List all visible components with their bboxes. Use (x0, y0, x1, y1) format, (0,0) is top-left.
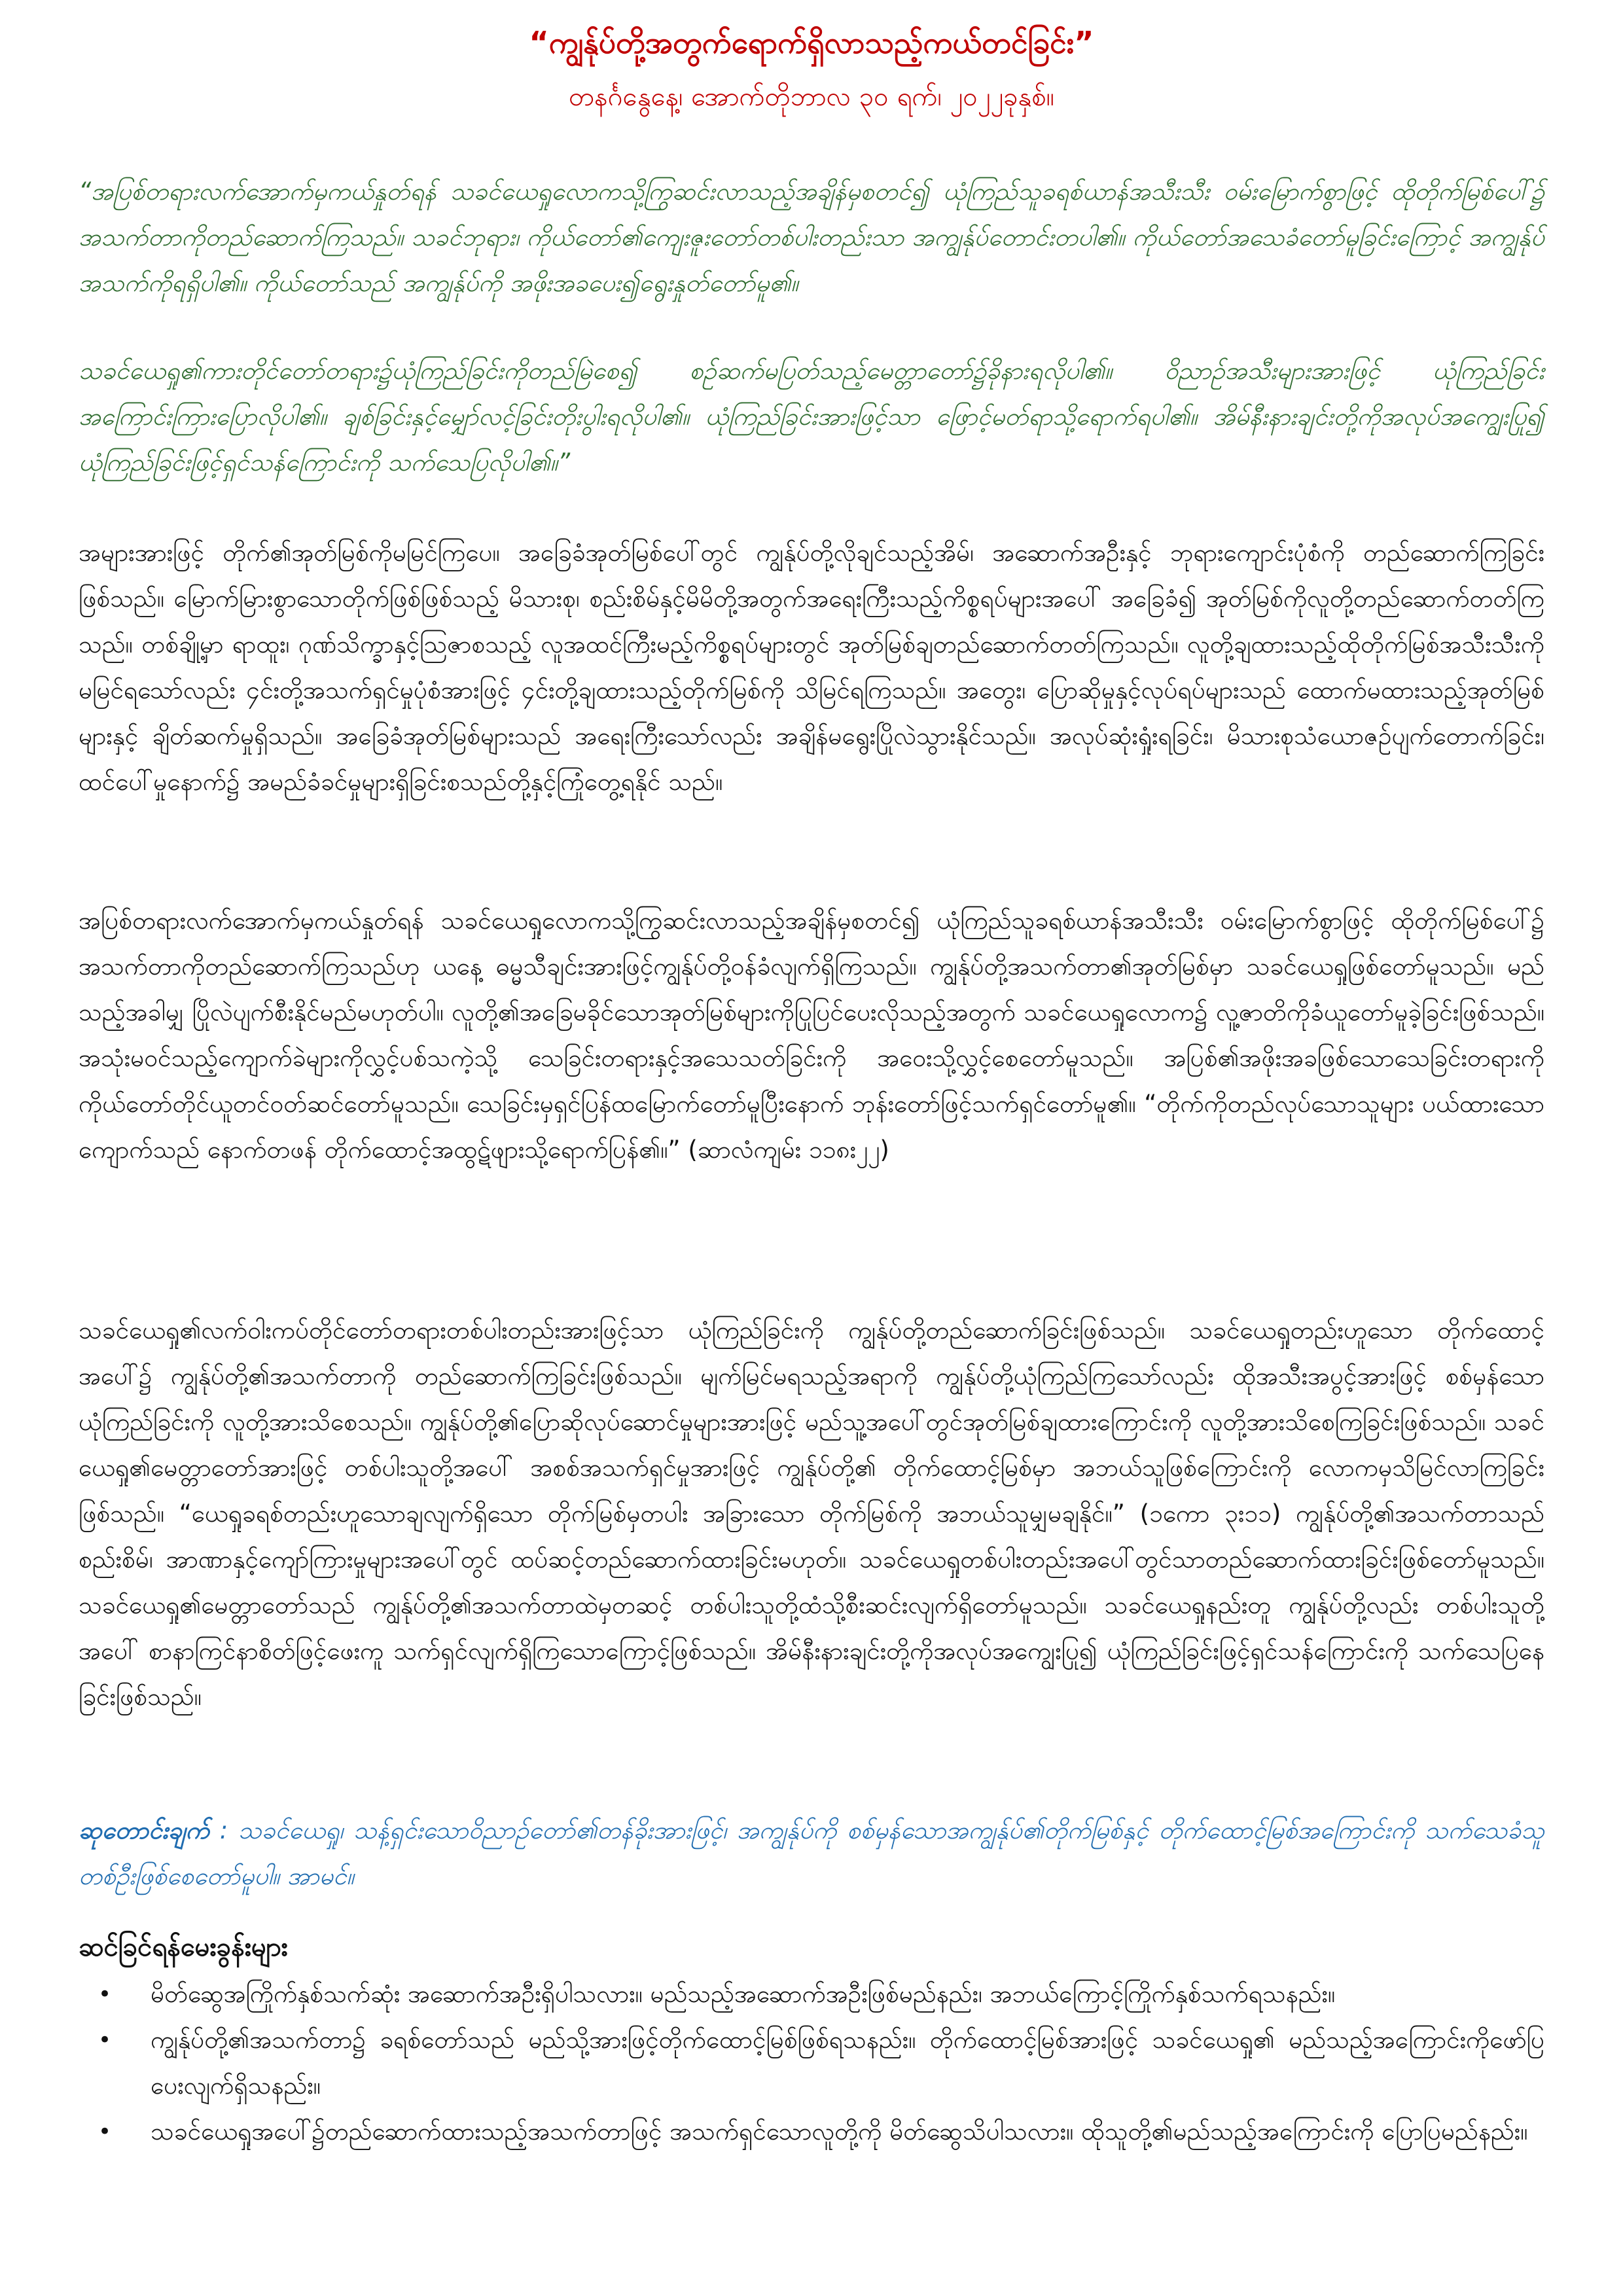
body-paragraph-2: အပြစ်တရားလက်အောက်မှကယ်နှုတ်ရန် သခင်ယေရှုလောကသို့ကြွဆင်းလာသည့်အချိန်မှစတင်၍ ယုံကြည်သူခရစ်ယာန်အသီးသီး ဝမ်းမြောက်စွာဖြင့် ထိုတိုက်မြစ်ပေါ်၌ အသက်တာကိုတည်ဆောက်ကြသည်ဟု ယနေ့ ဓမ္မသီချင်းအားဖြင့်ကျွန်ုပ်တို့ဝန်ခံလျက်ရှိကြသည်။ ကျွန်ုပ်တို့အသက်တာ၏အုတ်မြစ်မှာ သခင်ယေရှုဖြစ်တော်မူသည်။ မည်သည့်အခါမျှ ပြိုလဲပျက်စီးနိုင်မည်မဟုတ်ပါ။ လူတို့၏အခြေမခိုင်သောအုတ်မြစ်များကိုပြုပြင်ပေးလိုသည့်အတွက် သခင်ယေရှုလောက၌ လူ့ဇာတိကိုခံယူတော်မူခဲ့ခြင်းဖြစ်သည်။ အသုံးမဝင်သည့်ကျောက်ခဲများကိုလွှင့်ပစ်သကဲ့သို့ သေခြင်းတရားနှင့်အသေသတ်ခြင်းကို အဝေးသို့လွှင့်စေတော်မူသည်။ အပြစ်၏အဖိုးအခဖြစ်သောသေခြင်းတရားကို ကိုယ်တော်တိုင်ယူတင်ဝတ်ဆင်တော်မူသည်။ သေခြင်းမှရှင်ပြန်ထမြောက်တော်မူပြီးနောက် ဘုန်းတော်ဖြင့်သက်ရှင်တော်မူ၏။ “တိုက်ကိုတည်လုပ်သောသူများ ပယ်ထားသောကျောက်သည် နောက်တဖန် တိုက်ထောင့်အထွဋ်ဖျားသို့ရောက်ပြန်၏။” (ဆာလံကျမ်း ၁၁၈း၂၂) (79, 906, 1544, 1164)
bullet-icon: • (98, 1981, 112, 2007)
body-paragraph-1: အများအားဖြင့် တိုက်၏အုတ်မြစ်ကိုမမြင်ကြပေ။ အခြေခံအုတ်မြစ်ပေါ်တွင် ကျွန်ုပ်တို့လိုချင်သည့်အိမ်၊ အဆောက်အဦးနှင့် ဘုရားကျောင်းပုံစံကို တည်ဆောက်ကြခြင်းဖြစ်သည်။ မြောက်မြားစွာသောတိုက်ဖြစ်ဖြစ်သည့် မိသားစု၊ စည်းစိမ်နှင့်မိမိတို့အတွက်အရေးကြီးသည့်ကိစ္စရပ်များအပေါ် အခြေခံ၍ အုတ်မြစ်ကိုလူတို့တည်ဆောက်တတ်ကြသည်။ တစ်ချို့မှာ ရာထူး၊ ဂုဏ်သိက္ခာနှင့်ဩဇာစသည့် လူအထင်ကြီးမည့်ကိစ္စရပ်များတွင် အုတ်မြစ်ချတည်ဆောက်တတ်ကြသည်။ လူတို့ချထားသည့်ထိုတိုက်မြစ်အသီးသီးကိုမမြင်ရသော်လည်း ၄င်းတို့အသက်ရှင်မှုပုံစံအားဖြင့် ၄င်းတို့ချထားသည့်တိုက်မြစ်ကို သိမြင်ရကြသည်။ အတွေး၊ ပြောဆိုမှုနှင့်လုပ်ရပ်များသည် ထောက်မထားသည့်အုတ်မြစ်များနှင့် ချိတ်ဆက်မှုရှိသည်။ အခြေခံအုတ်မြစ်များသည် အရေးကြီးသော်လည်း အချိန်မရွေးပြိုလဲသွားနိုင်သည်။ အလုပ်ဆုံးရှုံးရခြင်း၊ မိသားစုသံယောဇဉ်ပျက်တောက်ခြင်း၊ ထင်ပေါ်မှုနောက်၌ အမည်ခံခင်မှုများရှိခြင်းစသည်တို့နှင့်ကြုံတွေ့ရနိုင် သည်။ (79, 539, 1544, 796)
prayer-text: : သခင်ယေရှု၊ သန့်ရှင်းသောဝိညာဉ်တော်၏တန်ခိုးအားဖြင့်၊ အကျွန်ုပ်ကို စစ်မှန်သောအကျွန်ုပ်၏တိုက်မြစ်နှင့် တိုက်ထောင့်မြစ်အကြောင်းကို သက်သေခံသူတစ်ဦးဖြစ်စေတော်မူပါ။ အာမင်။ (79, 1816, 1544, 1890)
prayer-label: ဆုတောင်းချက် (79, 1816, 209, 1844)
body-paragraph-3: သခင်ယေရှု၏လက်ဝါးကပ်တိုင်တော်တရားတစ်ပါးတည်းအားဖြင့်သာ ယုံကြည်ခြင်းကို ကျွန်ုပ်တို့တည်ဆောက်ခြင်းဖြစ်သည်။ သခင်ယေရှုတည်းဟူသော တိုက်ထောင့်အပေါ်၌ ကျွန်ုပ်တို့၏အသက်တာကို တည်ဆောက်ကြခြင်းဖြစ်သည်။ မျက်မြင်မရသည့်အရာကို ကျွန်ုပ်တို့ယုံကြည်ကြသော်လည်း ထိုအသီးအပွင့်အားဖြင့် စစ်မှန်သောယုံကြည်ခြင်းကို လူတို့အားသိစေသည်။ ကျွန်ုပ်တို့၏ပြောဆိုလုပ်ဆောင်မှုများအားဖြင့် မည်သူ့အပေါ်တွင်အုတ်မြစ်ချထားကြောင်းကို လူတို့အားသိစေကြခြင်းဖြစ်သည်။ သခင်ယေရှု၏မေတ္တာတော်အားဖြင့် တစ်ပါးသူတို့အပေါ် အစစ်အသက်ရှင်မှုအားဖြင့် ကျွန်ုပ်တို့၏ တိုက်ထောင့်မြစ်မှာ အဘယ်သူဖြစ်ကြောင်းကို လောကမှသိမြင်လာကြခြင်းဖြစ်သည်။ “ယေရှုခရစ်တည်းဟူသောချလျက်ရှိသော တိုက်မြစ်မှတပါး အခြားသော တိုက်မြစ်ကို အဘယ်သူမျှမချနိုင်။” (၁ကော ၃း၁၁) ကျွန်ုပ်တို့၏အသက်တာသည် စည်းစိမ်၊ အာဏာနှင့်ကျော်ကြားမှုများအပေါ်တွင် ထပ်ဆင့်တည်ဆောက်ထားခြင်းမဟုတ်။ သခင်ယေရှုတစ်ပါးတည်းအပေါ်တွင်သာတည်ဆောက်ထားခြင်းဖြစ်တော်မူသည်။ သခင်ယေရှု၏မေတ္တာတော်သည် ကျွန်ုပ်တို့၏အသက်တာထဲမှတဆင့် တစ်ပါးသူတို့ထံသို့စီးဆင်းလျက်ရှိတော်မူသည်။ သခင်ယေရှုနည်းတူ ကျွန်ုပ်တို့လည်း တစ်ပါးသူတို့အပေါ် စာနာကြင်နာစိတ်ဖြင့်ဖေးကူ သက်ရှင်လျက်ရှိကြသောကြောင့်ဖြစ်သည်။ အိမ်နီးနားချင်းတို့ကိုအလုပ်အကျွေးပြု၍ ယုံကြည်ခြင်းဖြင့်ရှင်သန်ကြောင်းကို သက်သေပြနေခြင်းဖြစ်သည်။ (79, 1316, 1544, 1711)
prayer-paragraph (79, 1808, 1544, 1899)
quote-paragraph-2: သခင်ယေရှု၏ကားတိုင်တော်တရား၌ယုံကြည်ခြင်းကိုတည်မြဲစေ၍ စဉ်ဆက်မပြတ်သည့်မေတ္တာတော်၌ခိုနားရလိုပါ၏။ ဝိညာဉ်အသီးများအားဖြင့် ယုံကြည်ခြင်းအကြောင်းကြားပြောလိုပါ၏။ ချစ်ခြင်းနှင့်မျှော်လင့်ခြင်းတိုးပွါးရလိုပါ၏။ ယုံကြည်ခြင်းအားဖြင့်သာ ဖြောင့်မတ်ရာသို့ရောက်ရပါ၏။ အိမ်နီးနားချင်းတို့ကိုအလုပ်အကျွေးပြု၍ ယုံကြည်ခြင်းဖြင့်ရှင်သန်ကြောင်းကို သက်သေပြလိုပါ၏။” (79, 357, 1544, 476)
question-text: ကျွန်ုပ်တို့၏အသက်တာ၌ ခရစ်တော်သည် မည်သို့အားဖြင့်တိုက်ထောင့်မြစ်ဖြစ်ရသနည်း။ တိုက်ထောင့်မြစ်အားဖြင့် သခင်ယေရှု၏ မည်သည့်အကြောင်းကိုဖော်ပြပေးလျက်ရှိသနည်း။ (151, 2026, 1544, 2100)
quote-paragraph-1: “အပြစ်တရားလက်အောက်မှကယ်နှုတ်ရန် သခင်ယေရှုလောကသို့ကြွဆင်းလာသည့်အချိန်မှစတင်၍ ယုံကြည်သူခရစ်ယာန်အသီးသီး ဝမ်းမြောက်စွာဖြင့် ထိုတိုက်မြစ်ပေါ်၌ အသက်တာကိုတည်ဆောက်ကြသည်။ သခင်ဘုရား၊ ကိုယ်တော်၏ကျေးဇူးတော်တစ်ပါးတည်းသာ အကျွန်ုပ်တောင်းတပါ၏။ ကိုယ်တော်အသေခံတော်မူခြင်းကြောင့် အကျွန်ုပ်အသက်ကိုရရှိပါ၏။ ကိုယ်တော်သည် အကျွန်ုပ်ကို အဖိုးအခပေး၍ရွေးနှုတ်တော်မူ၏။ (79, 177, 1544, 297)
questions-heading: ဆင်ခြင်ရန်မေးခွန်းများ (79, 1932, 288, 1962)
bullet-icon: • (98, 2119, 112, 2145)
question-item (79, 1971, 1544, 2017)
bullet-icon: • (98, 2027, 112, 2053)
page-title: “ကျွန်ုပ်တို့အတွက်ရောက်ရှိလာသည့်ကယ်တင်ခြင်း” (529, 25, 1094, 60)
question-text: မိတ်ဆွေအကြိုက်နှစ်သက်ဆုံး အဆောက်အဦးရှိပါသလား။ မည်သည့်အဆောက်အဦးဖြစ်မည်နည်း၊ အဘယ်ကြောင့်ကြိုက်နှစ်သက်ရသနည်း။ (151, 1980, 1336, 2008)
questions-list (79, 1971, 1544, 2155)
question-text: သခင်ယေရှုအပေါ်၌တည်ဆောက်ထားသည့်အသက်တာဖြင့် အသက်ရှင်သောလူတို့ကို မိတ်ဆွေသိပါသလား။ ထိုသူတို့၏မည်သည့်အကြောင်းကို ပြောပြမည်နည်း။ (151, 2117, 1528, 2145)
page-date: တနင်္ဂနွေနေ့၊ အောက်တိုဘာလ ၃၀ ရက်၊ ၂၀၂၂ခုနှစ်။ (569, 82, 1054, 112)
question-item (79, 2017, 1544, 2109)
question-item (79, 2109, 1544, 2155)
